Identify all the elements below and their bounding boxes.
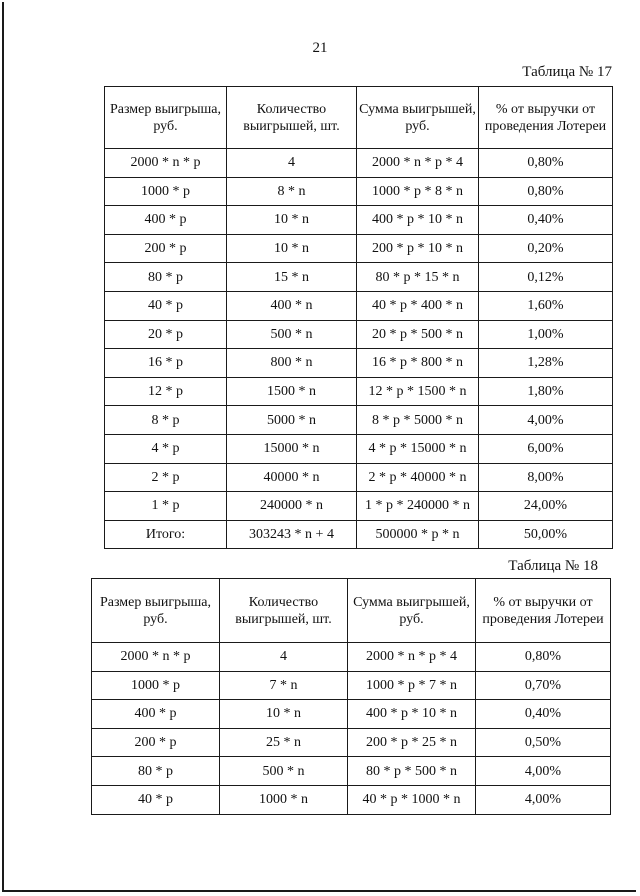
- prize-sum-cell: 80 * p * 15 * n: [357, 263, 479, 292]
- prize-size-cell: 2000 * n * p: [105, 149, 227, 178]
- revenue-percent-cell: 1,28%: [479, 349, 613, 378]
- header-revenue-percent: % от выручки от проведения Лотереи: [479, 87, 613, 149]
- table-row: [105, 177, 613, 206]
- prize-count-cell: 800 * n: [227, 349, 357, 378]
- prize-count-cell: 5000 * n: [227, 406, 357, 435]
- revenue-percent-cell: 4,00%: [476, 757, 611, 786]
- prize-size-cell: 1000 * p: [105, 177, 227, 206]
- table-row: [105, 320, 613, 349]
- prize-sum-cell: 40 * p * 400 * n: [357, 291, 479, 320]
- prize-sum-cell: 8 * p * 5000 * n: [357, 406, 479, 435]
- revenue-percent-cell: 50,00%: [479, 520, 613, 549]
- table-row: [105, 206, 613, 235]
- prize-count-cell: 400 * n: [227, 291, 357, 320]
- prize-sum-cell: 2 * p * 40000 * n: [357, 463, 479, 492]
- prize-size-cell: 16 * p: [105, 349, 227, 378]
- table-row: [105, 406, 613, 435]
- table-header-row: [105, 87, 613, 149]
- prize-sum-cell: 200 * p * 25 * n: [348, 728, 476, 757]
- prize-count-cell: 1000 * n: [220, 785, 348, 814]
- prize-count-cell: 7 * n: [220, 671, 348, 700]
- prize-size-cell: 2000 * n * p: [92, 643, 220, 672]
- prize-sum-cell: 400 * p * 10 * n: [348, 700, 476, 729]
- prize-size-cell: Итого:: [105, 520, 227, 549]
- table-18-body: [92, 643, 611, 815]
- revenue-percent-cell: 0,20%: [479, 234, 613, 263]
- revenue-percent-cell: 0,40%: [476, 700, 611, 729]
- prize-count-cell: 10 * n: [227, 206, 357, 235]
- table-row: [105, 463, 613, 492]
- revenue-percent-cell: 4,00%: [479, 406, 613, 435]
- prize-size-cell: 200 * p: [92, 728, 220, 757]
- prize-sum-cell: 200 * p * 10 * n: [357, 234, 479, 263]
- table-row: [105, 234, 613, 263]
- revenue-percent-cell: 1,00%: [479, 320, 613, 349]
- prize-size-cell: 40 * p: [105, 291, 227, 320]
- header-revenue-percent: % от выручки от проведения Лотереи: [476, 579, 611, 643]
- table-row: [92, 757, 611, 786]
- prize-count-cell: 10 * n: [227, 234, 357, 263]
- prize-sum-cell: 16 * p * 800 * n: [357, 349, 479, 378]
- prize-sum-cell: 400 * p * 10 * n: [357, 206, 479, 235]
- revenue-percent-cell: 0,50%: [476, 728, 611, 757]
- table-row: [105, 520, 613, 549]
- prize-sum-cell: 500000 * p * n: [357, 520, 479, 549]
- table-header-row: [92, 579, 611, 643]
- prize-sum-cell: 2000 * n * p * 4: [348, 643, 476, 672]
- prize-size-cell: 200 * p: [105, 234, 227, 263]
- revenue-percent-cell: 24,00%: [479, 492, 613, 521]
- prize-size-cell: 4 * p: [105, 434, 227, 463]
- table-row: [105, 291, 613, 320]
- prize-count-cell: 500 * n: [227, 320, 357, 349]
- revenue-percent-cell: 1,60%: [479, 291, 613, 320]
- prize-count-cell: 40000 * n: [227, 463, 357, 492]
- prize-sum-cell: 4 * p * 15000 * n: [357, 434, 479, 463]
- revenue-percent-cell: 0,80%: [479, 149, 613, 178]
- table-row: [105, 434, 613, 463]
- prize-size-cell: 8 * p: [105, 406, 227, 435]
- prize-size-cell: 80 * p: [92, 757, 220, 786]
- prize-size-cell: 1000 * p: [92, 671, 220, 700]
- prize-count-cell: 4: [227, 149, 357, 178]
- prize-size-cell: 12 * p: [105, 377, 227, 406]
- header-prize-count: Количество выигрышей, шт.: [220, 579, 348, 643]
- prize-sum-cell: 2000 * n * p * 4: [357, 149, 479, 178]
- header-prize-size: Размер выигрыша, руб.: [105, 87, 227, 149]
- table-18-caption: Таблица № 18: [508, 558, 598, 574]
- prize-sum-cell: 20 * p * 500 * n: [357, 320, 479, 349]
- revenue-percent-cell: 8,00%: [479, 463, 613, 492]
- table-row: [92, 700, 611, 729]
- prize-count-cell: 500 * n: [220, 757, 348, 786]
- prize-sum-cell: 1 * p * 240000 * n: [357, 492, 479, 521]
- page-number: 21: [312, 40, 328, 56]
- revenue-percent-cell: 0,40%: [479, 206, 613, 235]
- header-prize-count: Количество выигрышей, шт.: [227, 87, 357, 149]
- revenue-percent-cell: 6,00%: [479, 434, 613, 463]
- revenue-percent-cell: 0,12%: [479, 263, 613, 292]
- table-17-caption: Таблица № 17: [522, 64, 612, 80]
- prize-sum-cell: 1000 * p * 8 * n: [357, 177, 479, 206]
- header-prize-sum: Сумма выигрышей, руб.: [348, 579, 476, 643]
- header-prize-size: Размер выигрыша, руб.: [92, 579, 220, 643]
- revenue-percent-cell: 0,80%: [479, 177, 613, 206]
- prize-size-cell: 400 * p: [92, 700, 220, 729]
- prize-count-cell: 1500 * n: [227, 377, 357, 406]
- prize-count-cell: 4: [220, 643, 348, 672]
- prize-size-cell: 2 * p: [105, 463, 227, 492]
- prize-sum-cell: 12 * p * 1500 * n: [357, 377, 479, 406]
- prize-size-cell: 80 * p: [105, 263, 227, 292]
- table-17: [104, 86, 613, 549]
- prize-count-cell: 15000 * n: [227, 434, 357, 463]
- table-row: [92, 643, 611, 672]
- prize-size-cell: 20 * p: [105, 320, 227, 349]
- revenue-percent-cell: 4,00%: [476, 785, 611, 814]
- prize-sum-cell: 1000 * p * 7 * n: [348, 671, 476, 700]
- prize-count-cell: 303243 * n + 4: [227, 520, 357, 549]
- table-row: [92, 785, 611, 814]
- table-row: [92, 728, 611, 757]
- header-prize-sum: Сумма выигрышей, руб.: [357, 87, 479, 149]
- table-row: [92, 671, 611, 700]
- table-row: [105, 263, 613, 292]
- prize-count-cell: 25 * n: [220, 728, 348, 757]
- revenue-percent-cell: 1,80%: [479, 377, 613, 406]
- table-row: [105, 149, 613, 178]
- table-row: [105, 349, 613, 378]
- revenue-percent-cell: 0,70%: [476, 671, 611, 700]
- prize-count-cell: 15 * n: [227, 263, 357, 292]
- prize-count-cell: 8 * n: [227, 177, 357, 206]
- prize-size-cell: 40 * p: [92, 785, 220, 814]
- revenue-percent-cell: 0,80%: [476, 643, 611, 672]
- prize-sum-cell: 40 * p * 1000 * n: [348, 785, 476, 814]
- prize-size-cell: 400 * p: [105, 206, 227, 235]
- prize-count-cell: 10 * n: [220, 700, 348, 729]
- table-17-body: [105, 149, 613, 549]
- prize-count-cell: 240000 * n: [227, 492, 357, 521]
- table-18: [91, 578, 611, 815]
- prize-size-cell: 1 * p: [105, 492, 227, 521]
- prize-sum-cell: 80 * p * 500 * n: [348, 757, 476, 786]
- table-row: [105, 377, 613, 406]
- table-row: [105, 492, 613, 521]
